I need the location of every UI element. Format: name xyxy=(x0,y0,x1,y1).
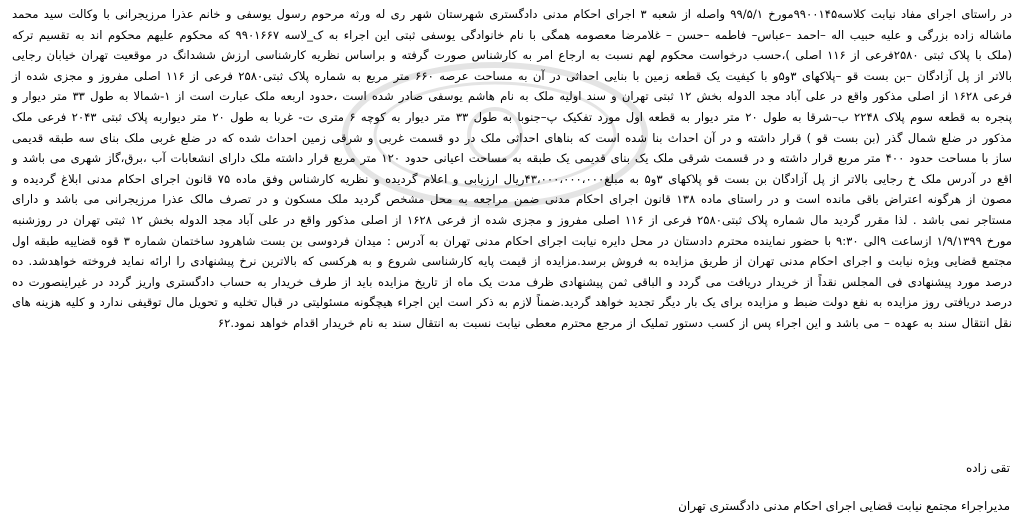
signer-title: مدیراجراء مجتمع نیابت قضایی اجرای احکام مدنی دادگستری تهران xyxy=(678,499,1010,513)
notice-body: در راستای اجرای مفاد نیابت کلاسه۹۹۰۰۱۴۵مورخ ۹۹/۵/۱ واصله از شعبه ۳ اجرای احکام مدنی دادگستری شهرستان شهر ری له ورثه مرحوم رسول یوسفی و خانم عذرا مرزیجرانی با وکالت سید محمد ماشاله زاده بزرگی و علیه حبیب اله –احمد –عباس– فاطمه –حسن – غلامرضا معصومه همگی با نام خانوادگی یوسفی ثبتی این اجراء به ک_لاسه ۹۹۰۱۶۶۷ که محکوم علیهم محکوم اند به تقسیم ترکه (ملک با پلاک ثبتی ۲۵۸۰فرعی از ۱۱۶ اصلی )،حسب درخواست محکوم لهم نسبت به ارجاع امر به کارشناس صورت گرفته و براساس نظریه کارشناسی ارزش ششدانگ در موقعیت تهران خیابان رجایی بالاتر از پل آزادگان –بن بست قو –پلاکهای ۳و۵و با کیفیت یک قطعه زمین با بنایی احداثی در آن به مساحت عرصه ۶۶۰ متر مربع به شماره پلاک ثبتی۲۵۸۰ فرعی از ۱۱۶ اصلی مفروز و مجزی شده از فرعی ۱۶۲۸ از اصلی مذکور واقع در علی آباد مجد الدوله بخش ۱۲ ثبتی تهران و سند اولیه ملک به نام هاشم یوسفی صادر شده است ،حدود اربعه ملک عبارت است از ۱-شمالا به طول ۳۳ متر دیوار و پنجره به قطعه سوم پلاک ۲۲۴۸ ب–شرقا به طول ۲۰ متر دیوار به قطعه اول مورد تفکیک پ–جنوبا به طول ۳۳ متر دیوار به کوچه ۶ متری ت- غربا به طول ۲۰ متر دیواربه پلاک ثبتی ۲۰۴۳ فرعی ملک مذکور در ضلع شمال گذر (بن بست قو ) قرار داشته و در آن احداث بنا شده است که بناهای احداثی ملک در دو قسمت غربی و شرقی زمین احداث شده که در ضلع غربی ملک بنای سه طبقه قدیمی ساز با مساحت حدود ۴۰۰ متر مربع قرار داشته و در قسمت شرقی ملک یک بنای قدیمی یک طبقه به مساحت اعیانی حدود ۱۲۰ متر مربع قرار داشته ملک دارای انشعابات آب ،برق،گاز شهری می باشد و اقع در آدرس ملک خ رجایی بالاتر از پل آزادگان بن بست قو پلاکهای ۳و۵ به مبلغ۴۳،۰۰۰،۰۰۰،۰۰۰ریال ارزیابی و اعلام گردیده و نظریه کارشناس وفق ماده ۷۵ قانون اجرای احکام مدنی ابلاغ گردیده و مصون از هرگونه اعتراض باقی مانده است و در راستای ماده ۱۳۸ قانون اجرای احکام مدنی ضمن مراجعه به محل مشخص گردید ملک مسکون و در تصرف مالک عذرا مرزیجرانی می باشد و دارای مستاجر نمی باشد . لذا مقرر گردید مال شماره پلاک ثبتی۲۵۸۰ فرعی از ۱۱۶ اصلی مفروز و مجزی شده از فرعی ۱۶۲۸ از اصلی مذکور واقع در علی آباد مجد الدوله بخش ۱۲ ثبتی تهران در روزشنبه مورخ ۱/۹/۱۳۹۹ ازساعت ۹الی ۹:۳۰ با حضور نماینده محترم دادستان در محل دایره نیابت اجرای احکام مدنی تهران به آدرس : میدان فردوسی بن بست شاهرود ساختمان شماره ۳ قوه قضاییه طبقه اول مجتمع قضایی ویژه نیابت و اجرای احکام مدنی تهران از طریق مزایده به فروش برسد.مزایده از قیمت پایه کارشناسی شروع و به هرکسی که بالاترین نرخ پیشنهادی را ارائه نماید فروخته خواهدشد. ده درصد مورد پیشنهادی فی المجلس نقداً از خریدار دریافت می گردد و الباقی ثمن پیشنهادی ظرف مدت یک ماه از تاریخ مزایده باید از طرف خریدار به حساب دادگستری واریز گردد در غیراینصورت ده درصد دریافتی روز مزایده به نفع دولت ضبط و مزایده برای یک بار دیگر تجدید خواهد گردید.ضمناً لازم به ذکر است این اجراء هیچگونه مسئولیتی در قبال تخلیه و تحویل مال توقیفی ندارد و کلیه هزینه های نقل انتقال سند به عهده – می باشد و این اجراء پس از کسب دستور تملیک از مرجع محترم معطی نیابت نسبت به انتقال سند به نام خریدار اقدام خواهد نمود.۶۲ xyxy=(12,7,1013,330)
signer-name: تقی زاده xyxy=(966,461,1010,475)
